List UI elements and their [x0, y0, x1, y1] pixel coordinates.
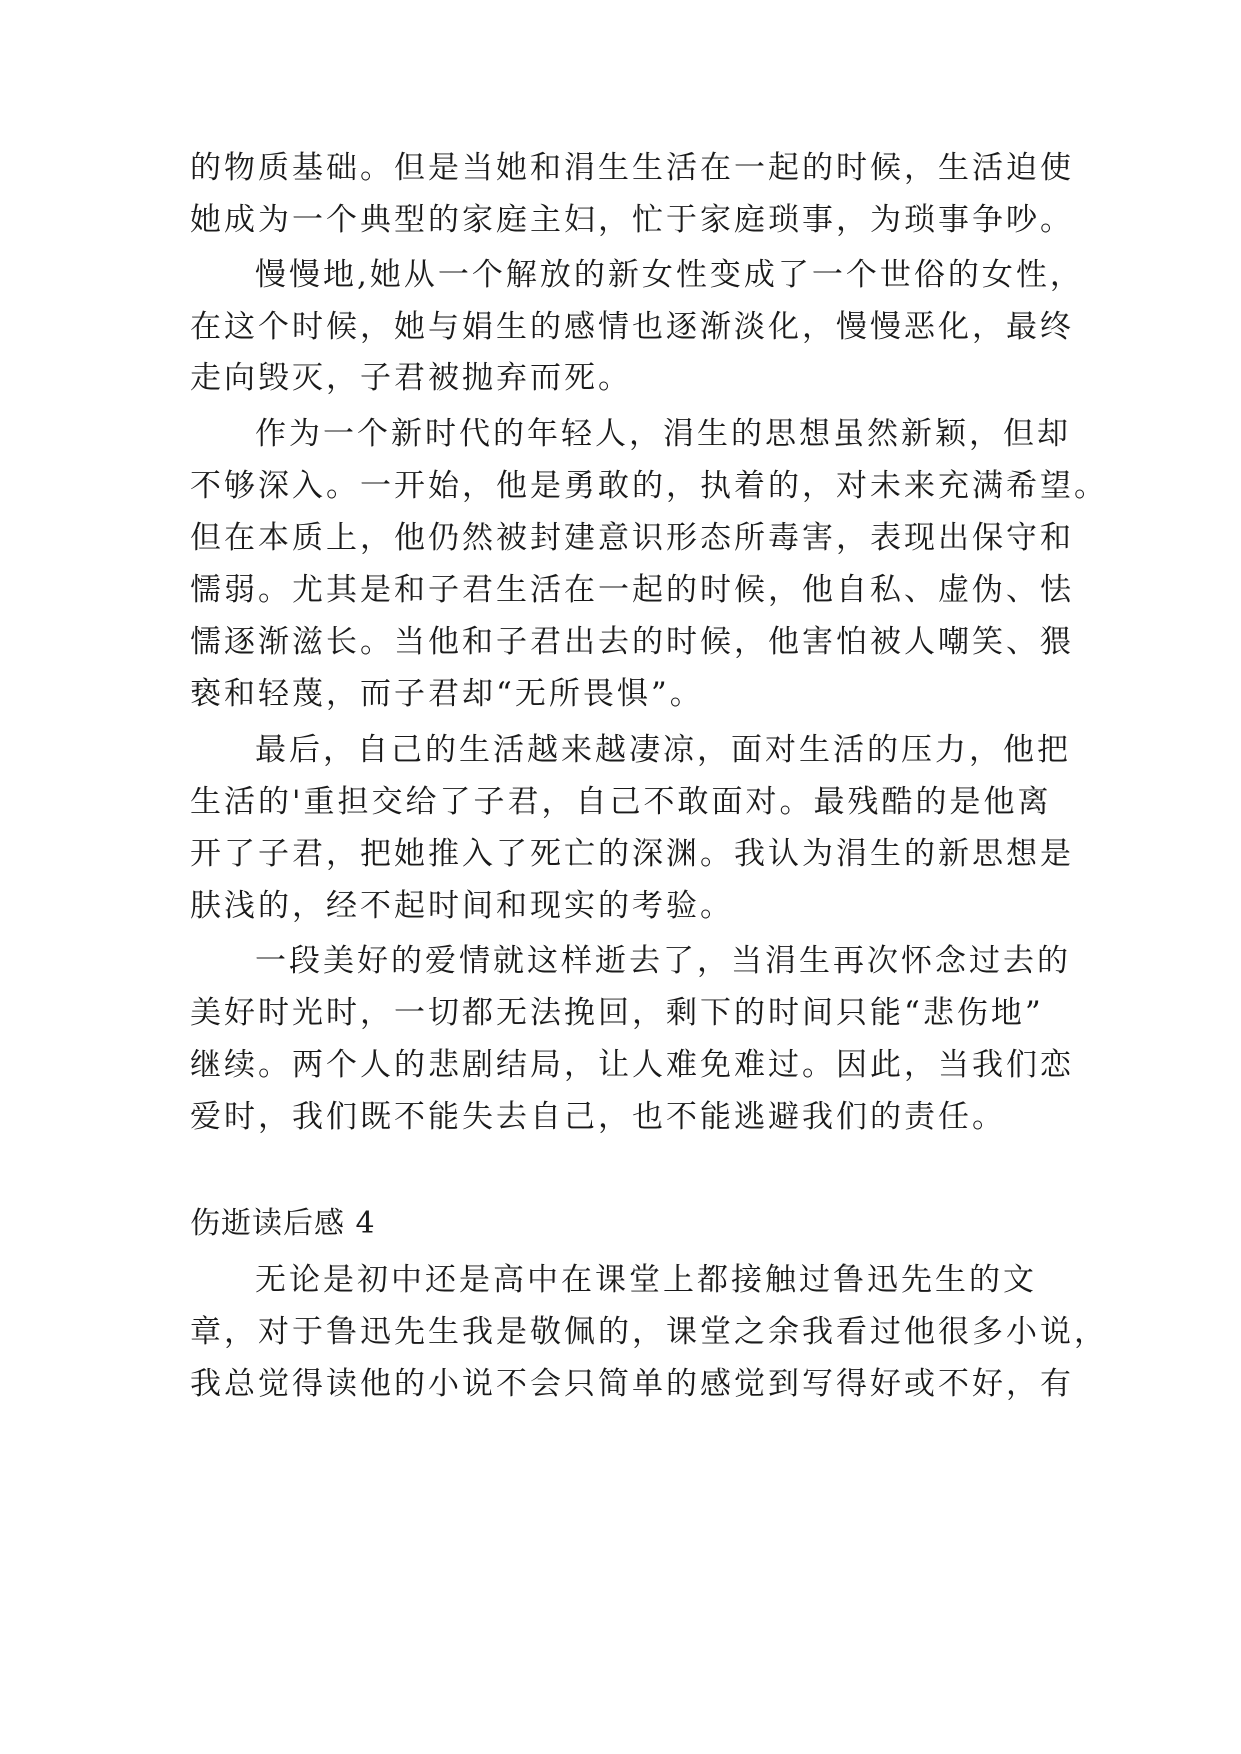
text-line: 在这个时候，她与娟生的感情也逐渐淡化，慢慢恶化，最终	[190, 309, 1074, 345]
text-line: 生活的'重担交给了子君，自己不敢面对。最残酷的是他离	[190, 784, 1052, 820]
text-line: 肤浅的，经不起时间和现实的考验。	[190, 888, 734, 924]
text-line: 最后，自己的生活越来越凄凉，面对生活的压力，他把	[255, 732, 1071, 768]
text-line: 继续。两个人的悲剧结局，让人难免难过。因此，当我们恋	[190, 1047, 1074, 1083]
text-line: 走向毁灭，子君被抛弃而死。	[190, 360, 632, 396]
text-line: 不够深入。一开始，他是勇敢的，执着的，对未来充满希望。	[190, 468, 1108, 504]
text-line: 无论是初中还是高中在课堂上都接触过鲁迅先生的文	[255, 1262, 1037, 1298]
text-line: 作为一个新时代的年轻人，涓生的思想虽然新颖，但却	[255, 416, 1071, 452]
text-line: 章，对于鲁迅先生我是敬佩的，课堂之余我看过他很多小说，	[190, 1314, 1108, 1350]
section-heading: 伤逝读后感 4	[190, 1206, 376, 1241]
text-line: 她成为一个典型的家庭主妇，忙于家庭琐事，为琐事争吵。	[190, 202, 1074, 238]
text-line: 亵和轻蔑，而子君却“无所畏惧”。	[190, 676, 704, 712]
text-line: 开了子君，把她推入了死亡的深渊。我认为涓生的新思想是	[190, 836, 1074, 872]
text-line: 但在本质上，他仍然被封建意识形态所毒害，表现出保守和	[190, 520, 1074, 556]
text-line: 爱时，我们既不能失去自己，也不能逃避我们的责任。	[190, 1099, 1006, 1135]
text-line: 懦逐渐滋长。当他和子君出去的时候，他害怕被人嘲笑、猥	[190, 624, 1074, 660]
text-line: 一段美好的爱情就这样逝去了，当涓生再次怀念过去的	[255, 943, 1071, 979]
text-line: 我总觉得读他的小说不会只简单的感觉到写得好或不好，有	[190, 1366, 1074, 1402]
text-line: 慢慢地,她从一个解放的新女性变成了一个世俗的女性，	[255, 257, 1084, 293]
text-line: 懦弱。尤其是和子君生活在一起的时候，他自私、虚伪、怯	[190, 572, 1074, 608]
text-line: 美好时光时，一切都无法挽回，剩下的时间只能“悲伤地”	[190, 995, 1044, 1031]
text-line: 的物质基础。但是当她和涓生生活在一起的时候，生活迫使	[190, 150, 1074, 186]
